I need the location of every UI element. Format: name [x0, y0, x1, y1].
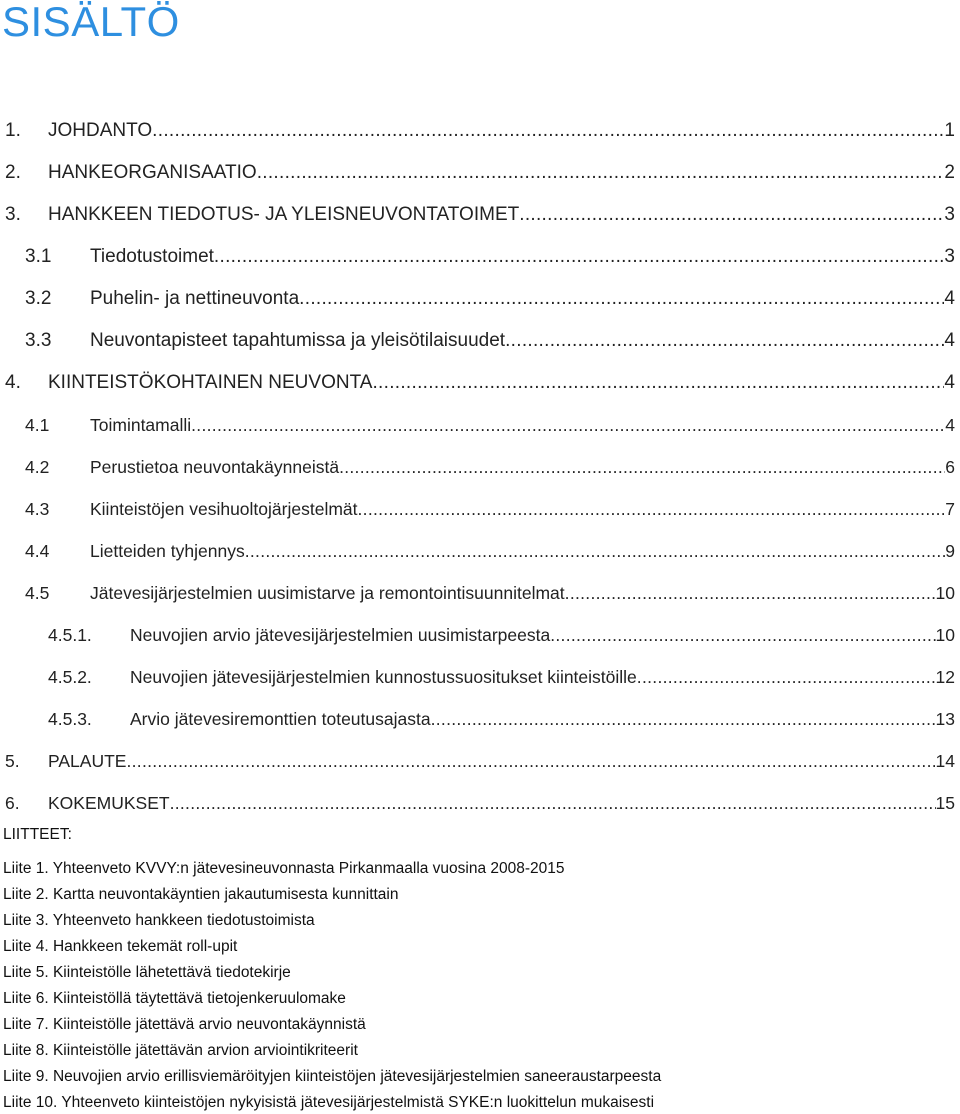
- toc-title: Lietteiden tyhjennys: [90, 541, 245, 561]
- toc-entry[interactable]: [0, 152, 960, 194]
- attachment-item: Liite 1. Yhteenveto KVVY:n jätevesineuvonnasta Pirkanmaalla vuosina 2008-2015: [3, 860, 565, 877]
- attachment-item: Liite 10. Yhteenveto kiinteistöjen nykyisistä jätevesijärjestelmistä SYKE:n luokittelun mukaisesti: [3, 1094, 655, 1111]
- toc-entry[interactable]: [0, 362, 960, 404]
- toc-title: HANKEORGANISAATIO: [48, 162, 257, 183]
- toc-entry[interactable]: [0, 320, 960, 362]
- toc-leader: [170, 782, 936, 824]
- toc-leader: [519, 194, 944, 236]
- toc-leader: [126, 740, 935, 782]
- toc-page: 4: [944, 288, 955, 309]
- toc-leader: [358, 488, 946, 530]
- toc-leader: [431, 698, 936, 740]
- toc-title: KIINTEISTÖKOHTAINEN NEUVONTA: [48, 372, 373, 393]
- toc-leader: [214, 236, 945, 278]
- toc-number: 4.: [5, 372, 21, 393]
- toc-number: 6.: [5, 793, 20, 813]
- toc-number: 4.4: [25, 541, 50, 561]
- toc-title: HANKKEEN TIEDOTUS- JA YLEISNEUVONTATOIMET: [48, 204, 520, 225]
- toc-number: 4.5.1.: [48, 625, 92, 645]
- toc-number: 3.3: [25, 330, 52, 351]
- attachment-item: Liite 4. Hankkeen tekemät roll-upit: [3, 938, 238, 955]
- attachment-item: Liite 5. Kiinteistölle lähetettävä tiedotekirje: [3, 964, 291, 981]
- toc-title: JOHDANTO: [48, 120, 153, 141]
- toc-title: Perustietoa neuvontakäynneistä: [90, 457, 340, 477]
- toc-entry[interactable]: [0, 782, 960, 824]
- toc-title: Kiinteistöjen vesihuoltojärjestelmät: [90, 499, 358, 519]
- toc-entry[interactable]: [0, 614, 960, 656]
- toc-page: 4: [944, 372, 955, 393]
- toc-page: 15: [935, 793, 955, 813]
- toc-number: 5.: [5, 751, 20, 771]
- toc-number: 3.: [5, 204, 21, 225]
- toc-page: 10: [935, 625, 955, 645]
- toc-number: 3.1: [25, 246, 52, 267]
- toc-number: 4.3: [25, 499, 50, 519]
- toc-title: Jätevesijärjestelmien uusimistarve ja remontointisuunnitelmat: [90, 583, 565, 603]
- toc-page: 14: [935, 751, 955, 771]
- toc-number: 4.2: [25, 457, 50, 477]
- toc-entry[interactable]: [0, 572, 960, 614]
- toc-title: Neuvontapisteet tapahtumissa ja yleisötilaisuudet: [90, 330, 506, 351]
- toc-page: 6: [945, 457, 955, 477]
- toc-page: 13: [935, 709, 955, 729]
- toc-number: 4.5: [25, 583, 50, 603]
- toc-leader: [191, 404, 945, 446]
- toc-title: Toimintamalli: [90, 415, 192, 435]
- toc-leader: [565, 572, 936, 614]
- toc-leader: [505, 320, 944, 362]
- toc-entry[interactable]: [0, 110, 960, 152]
- toc-number: 3.2: [25, 288, 52, 309]
- toc-entry[interactable]: [0, 404, 960, 446]
- toc-page: 4: [944, 330, 955, 351]
- toc-entry[interactable]: [0, 236, 960, 278]
- toc-entry[interactable]: [0, 194, 960, 236]
- toc-entry[interactable]: [0, 740, 960, 782]
- toc-entry[interactable]: [0, 488, 960, 530]
- attachment-item: Liite 6. Kiinteistöllä täytettävä tietojenkeruulomake: [3, 990, 346, 1007]
- attachment-item: Liite 7. Kiinteistölle jätettävä arvio neuvontakäynnistä: [3, 1016, 366, 1033]
- toc-entry[interactable]: [0, 278, 960, 320]
- toc-leader: [550, 614, 935, 656]
- toc-number: 4.1: [25, 415, 50, 435]
- toc-entry[interactable]: [0, 656, 960, 698]
- toc-page: 3: [944, 204, 955, 225]
- page-title: SISÄLTÖ: [2, 0, 180, 45]
- attachment-item: Liite 2. Kartta neuvontakäyntien jakautumisesta kunnittain: [3, 886, 399, 903]
- toc-leader: [372, 362, 944, 404]
- toc-title: Neuvojien arvio jätevesijärjestelmien uusimistarpeesta: [130, 625, 551, 645]
- toc-leader: [637, 656, 936, 698]
- toc-page: 12: [935, 667, 955, 687]
- toc-page: 3: [944, 246, 955, 267]
- toc-page: 2: [944, 162, 955, 183]
- toc-title: Puhelin- ja nettineuvonta: [90, 288, 300, 309]
- toc-entry[interactable]: [0, 530, 960, 572]
- attachment-item: Liite 8. Kiinteistölle jätettävän arvion arviointikriteerit: [3, 1042, 358, 1059]
- toc-number: 1.: [5, 120, 21, 141]
- toc-title: KOKEMUKSET: [48, 793, 170, 813]
- toc-page: 7: [945, 499, 955, 519]
- toc-page: 9: [945, 541, 955, 561]
- toc-leader: [245, 530, 946, 572]
- toc-page: 4: [945, 415, 955, 435]
- toc-title: Neuvojien jätevesijärjestelmien kunnostussuositukset kiinteistöille: [130, 667, 637, 687]
- attachments-heading: LIITTEET:: [3, 826, 72, 843]
- attachment-item: Liite 3. Yhteenveto hankkeen tiedotustoimista: [3, 912, 315, 929]
- toc-leader: [257, 152, 945, 194]
- toc-entry[interactable]: [0, 446, 960, 488]
- toc-leader: [299, 278, 944, 320]
- toc-title: PALAUTE: [48, 751, 127, 771]
- toc-page: 10: [935, 583, 955, 603]
- toc-leader: [152, 110, 944, 152]
- toc-page: 1: [944, 120, 955, 141]
- toc-number: 2.: [5, 162, 21, 183]
- toc-title: Arvio jätevesiremonttien toteutusajasta: [130, 709, 431, 729]
- toc-number: 4.5.3.: [48, 709, 92, 729]
- toc-entry[interactable]: [0, 698, 960, 740]
- toc-leader: [339, 446, 945, 488]
- attachment-item: Liite 9. Neuvojien arvio erillisviemäröityjen kiinteistöjen jätevesijärjestelmien saneeraustarpeesta: [3, 1068, 662, 1085]
- toc-title: Tiedotustoimet: [90, 246, 214, 267]
- toc-number: 4.5.2.: [48, 667, 92, 687]
